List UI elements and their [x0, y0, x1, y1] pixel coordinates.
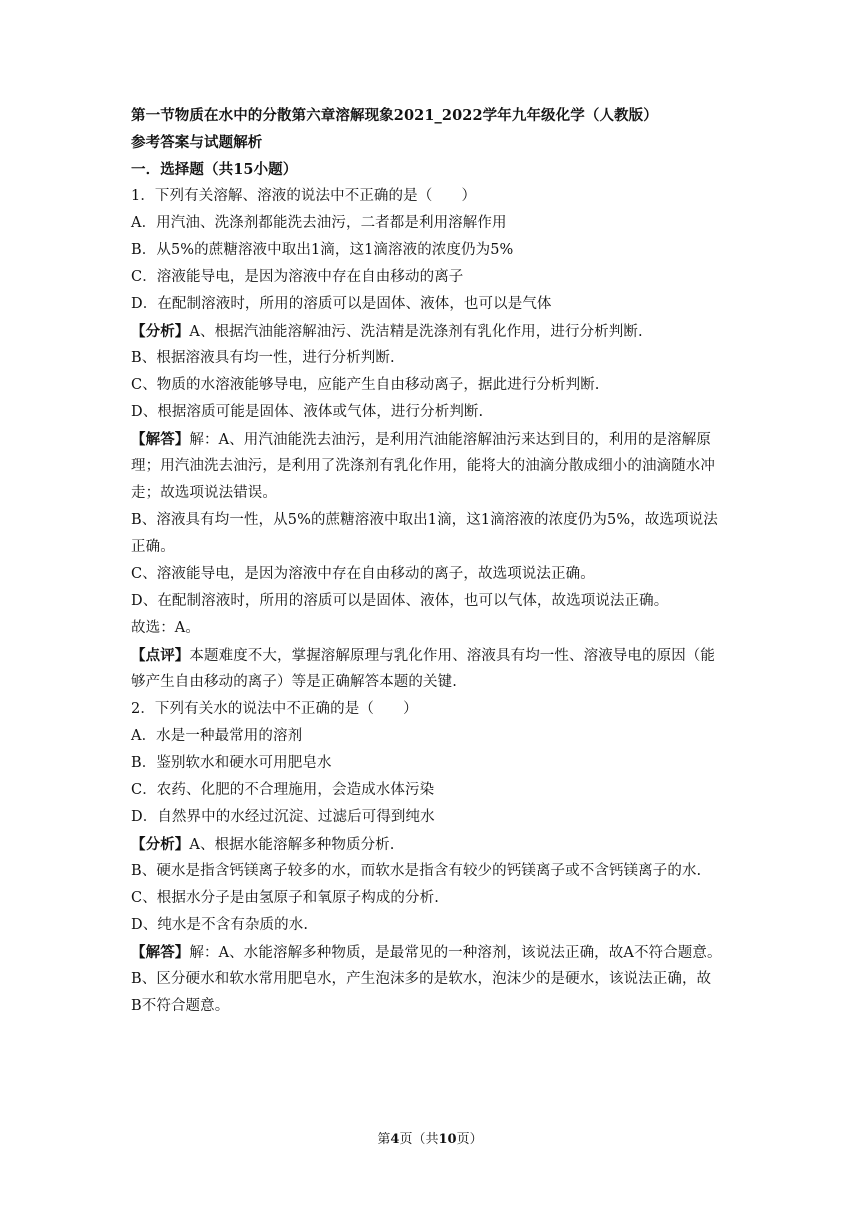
- question-1-option-b: B．从5%的蔗糖溶液中取出1滴，这1滴溶液的浓度仍为5%: [131, 242, 514, 258]
- analysis-line: D、根据溶质可能是固体、液体或气体，进行分析判断.: [131, 404, 484, 420]
- comment-line: 够产生自由移动的离子）等是正确解答本题的关键.: [131, 674, 457, 690]
- solution-line: C、溶液能导电，是因为溶液中存在自由移动的离子，故选项说法正确。: [131, 566, 595, 582]
- footer-middle: 页（共: [399, 1132, 439, 1147]
- solution-text: 解：A、水能溶解多种物质，是最常见的一种溶剂，该说法正确，故A不符合题意。: [189, 945, 722, 961]
- question-2-option-d: D．自然界中的水经过沉淀、过滤后可得到纯水: [131, 809, 435, 825]
- analysis-line: C、根据水分子是由氢原子和氧原子构成的分析.: [131, 890, 439, 906]
- question-1-comment: [131, 642, 736, 669]
- analysis-line: C、物质的水溶液能够导电，应能产生自由移动离子，据此进行分析判断.: [131, 377, 600, 393]
- question-1-stem: 1．下列有关溶解、溶液的说法中不正确的是（ ）: [131, 188, 477, 204]
- question-1-analysis: [131, 318, 736, 345]
- question-1-option-d: D．在配制溶液时，所用的溶质可以是固体、液体，也可以是气体: [131, 296, 552, 312]
- analysis-line: D、纯水是不含有杂质的水.: [131, 917, 309, 933]
- analysis-line: B、硬水是指含钙镁离子较多的水，而软水是指含有较少的钙镁离子或不含钙镁离子的水.: [131, 863, 702, 879]
- solution-line: B、溶液具有均一性，从5%的蔗糖溶液中取出1滴，这1滴溶液的浓度仍为5%，故选项说法: [131, 512, 718, 528]
- page-footer: [0, 1128, 860, 1147]
- question-2-option-c: C．农药、化肥的不合理施用，会造成水体污染: [131, 782, 435, 798]
- analysis-tag: 【分析】: [131, 323, 190, 340]
- solution-line: 走；故选项说法错误。: [131, 485, 277, 501]
- document-body: [131, 102, 736, 1020]
- question-2-option-a: A．水是一种最常用的溶剂: [131, 728, 303, 744]
- solution-line: B、区分硬水和软水常用肥皂水，产生泡沫多的是软水，泡沫少的是硬水，该说法正确，故: [131, 971, 712, 987]
- solution-tag: 【解答】: [131, 944, 190, 961]
- solution-line: B不符合题意。: [131, 998, 230, 1014]
- footer-suffix: 页）: [456, 1132, 483, 1147]
- analysis-line: B、根据溶液具有均一性，进行分析判断.: [131, 350, 395, 366]
- comment-text: 本题难度不大，掌握溶解原理与乳化作用、溶液具有均一性、溶液导电的原因（能: [189, 648, 716, 664]
- question-1-option-a: A．用汽油、洗涤剂都能洗去油污，二者都是利用溶解作用: [131, 215, 507, 231]
- document-title: 第一节物质在水中的分散第六章溶解现象2021_2022学年九年级化学（人教版）: [131, 107, 658, 124]
- question-1-solution: [131, 426, 736, 453]
- question-2-stem: 2．下列有关水的说法中不正确的是（ ）: [131, 701, 418, 717]
- answer-line: 故选：A。: [131, 620, 200, 636]
- section-heading: 一．选择题（共15小题）: [131, 161, 298, 178]
- solution-tag: 【解答】: [131, 431, 190, 448]
- solution-line: 理；用汽油洗去油污，是利用了洗涤剂有乳化作用，能将大的油滴分散成细小的油滴随水冲: [131, 458, 715, 474]
- question-1-option-c: C．溶液能导电，是因为溶液中存在自由移动的离子: [131, 269, 464, 285]
- question-2-option-b: B．鉴别软水和硬水可用肥皂水: [131, 755, 332, 771]
- solution-line: 正确。: [131, 539, 175, 555]
- page-total: 10: [438, 1132, 457, 1147]
- analysis-tag: 【分析】: [131, 836, 190, 853]
- analysis-text: A、根据水能溶解多种物质分析.: [189, 837, 395, 853]
- question-2-solution: [131, 939, 736, 966]
- footer-prefix: 第: [377, 1132, 391, 1147]
- solution-text: 解：A、用汽油能洗去油污，是利用汽油能溶解油污来达到目的，利用的是溶解原: [189, 432, 711, 448]
- comment-tag: 【点评】: [131, 647, 190, 664]
- page-number: 4: [390, 1132, 400, 1147]
- analysis-text: A、根据汽油能溶解油污、洗洁精是洗涤剂有乳化作用，进行分析判断.: [189, 324, 643, 340]
- document-subtitle: 参考答案与试题解析: [131, 134, 263, 151]
- solution-line: D、在配制溶液时，所用的溶质可以是固体、液体，也可以气体，故选项说法正确。: [131, 593, 669, 609]
- question-2-analysis: [131, 831, 736, 858]
